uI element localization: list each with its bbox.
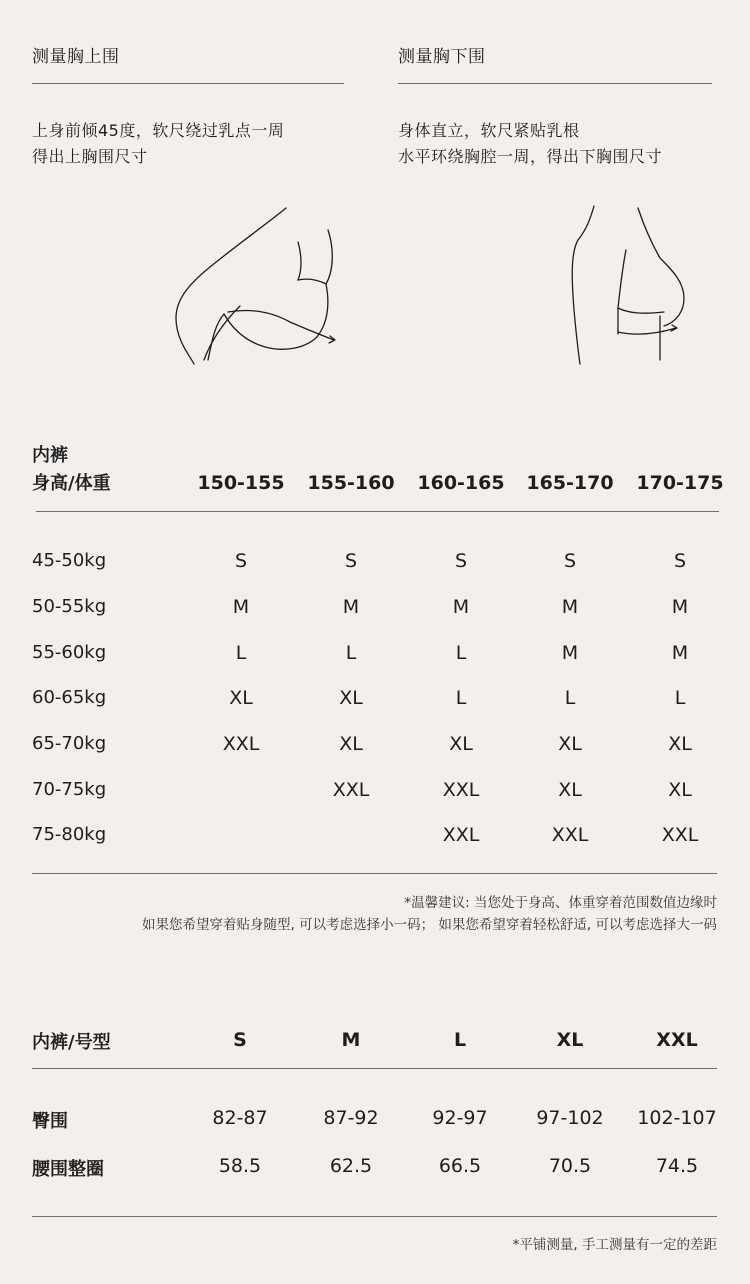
under-bust-illustration (560, 200, 700, 368)
size-cell: XXL (551, 824, 589, 846)
size-cell: M (671, 642, 689, 664)
size-cell: XL (558, 733, 582, 755)
size-cell: XXL (661, 824, 699, 846)
size-cell: L (674, 687, 686, 709)
measure-cell: 102-107 (637, 1107, 717, 1129)
size-table-footer-divider (32, 873, 717, 874)
upper-bust-instructions (32, 118, 284, 170)
size-column-header: L (453, 1029, 467, 1051)
height-column-header: 150-155 (197, 472, 285, 494)
weight-row-label: 45-50kg (32, 550, 107, 571)
size-cell: XL (339, 733, 363, 755)
measure-cell: 62.5 (329, 1155, 373, 1177)
measure-row-label: 臀围 (32, 1111, 68, 1132)
size-advice-line1: *温馨建议: 当您处于身高、体重穿着范围数值边缘时 (404, 895, 717, 911)
size-cell: M (561, 596, 579, 618)
height-column-header: 160-165 (417, 472, 505, 494)
size-cell: M (671, 596, 689, 618)
size-cell: M (232, 596, 250, 618)
measure-table-footer-divider (32, 1216, 717, 1217)
size-cell: XXL (442, 824, 480, 846)
under-bust-title: 测量胸下围 (398, 47, 486, 67)
size-column-header: XL (556, 1029, 584, 1051)
size-cell: L (564, 687, 576, 709)
weight-row-label: 50-55kg (32, 596, 107, 617)
measure-cell: 92-97 (432, 1107, 488, 1129)
under-bust-instructions (398, 118, 662, 170)
size-cell: XL (668, 779, 692, 801)
measure-cell: 70.5 (548, 1155, 592, 1177)
size-table-title (32, 442, 111, 498)
size-cell: XL (449, 733, 473, 755)
height-column-header: 170-175 (636, 472, 724, 494)
size-cell: XXL (222, 733, 260, 755)
size-advice-line2: 如果您希望穿着贴身随型, 可以考虑选择小一码； 如果您希望穿着轻松舒适, 可以考虑选择大一码 (142, 917, 717, 933)
under-bust-line1: 身体直立，软尺紧贴乳根 (398, 121, 580, 140)
weight-row-label: 70-75kg (32, 779, 107, 800)
measure-table-header-divider (32, 1068, 717, 1069)
height-column-header: 165-170 (526, 472, 614, 494)
size-cell: S (673, 550, 687, 572)
measure-cell: 66.5 (438, 1155, 482, 1177)
size-cell: XL (229, 687, 253, 709)
size-column-header: XXL (656, 1029, 698, 1051)
height-column-header: 155-160 (307, 472, 395, 494)
size-table-title-line1: 内裤 (32, 445, 68, 466)
size-cell: S (454, 550, 468, 572)
weight-row-label: 65-70kg (32, 733, 107, 754)
measure-cell: 58.5 (218, 1155, 262, 1177)
measurement-note: *平铺测量, 手工测量有一定的差距 (512, 1237, 717, 1253)
weight-row-label: 75-80kg (32, 824, 107, 845)
upper-bust-line2: 得出上胸围尺寸 (32, 147, 148, 166)
size-cell: L (455, 642, 467, 664)
size-column-header: S (233, 1029, 247, 1051)
size-cell: M (342, 596, 360, 618)
under-bust-line2: 水平环绕胸腔一周，得出下胸围尺寸 (398, 147, 663, 166)
size-cell: L (455, 687, 467, 709)
size-cell: M (452, 596, 470, 618)
size-cell: XXL (332, 779, 370, 801)
measure-cell: 87-92 (323, 1107, 379, 1129)
size-cell: S (234, 550, 248, 572)
size-cell: S (344, 550, 358, 572)
size-cell: XL (668, 733, 692, 755)
size-cell: XL (339, 687, 363, 709)
measure-table-header-label: 内裤/号型 (32, 1032, 111, 1053)
size-cell: L (345, 642, 357, 664)
size-cell: M (561, 642, 579, 664)
size-table-header-divider (36, 511, 719, 512)
size-table-title-line2: 身高/体重 (32, 473, 111, 494)
upper-bust-title: 测量胸上围 (32, 47, 120, 67)
size-cell: L (235, 642, 247, 664)
size-cell: XXL (442, 779, 480, 801)
upper-bust-divider (32, 83, 344, 84)
measure-cell: 74.5 (655, 1155, 699, 1177)
size-cell: XL (558, 779, 582, 801)
weight-row-label: 60-65kg (32, 687, 107, 708)
upper-bust-line1: 上身前倾45度，软尺绕过乳点一周 (32, 121, 285, 140)
weight-row-label: 55-60kg (32, 642, 107, 663)
measure-row-label: 腰围整圈 (32, 1159, 104, 1180)
measure-cell: 82-87 (212, 1107, 268, 1129)
under-bust-divider (398, 83, 712, 84)
upper-bust-illustration (168, 200, 348, 368)
size-column-header: M (341, 1029, 361, 1051)
size-cell: S (563, 550, 577, 572)
measure-cell: 97-102 (536, 1107, 604, 1129)
size-advice-note (142, 892, 717, 936)
